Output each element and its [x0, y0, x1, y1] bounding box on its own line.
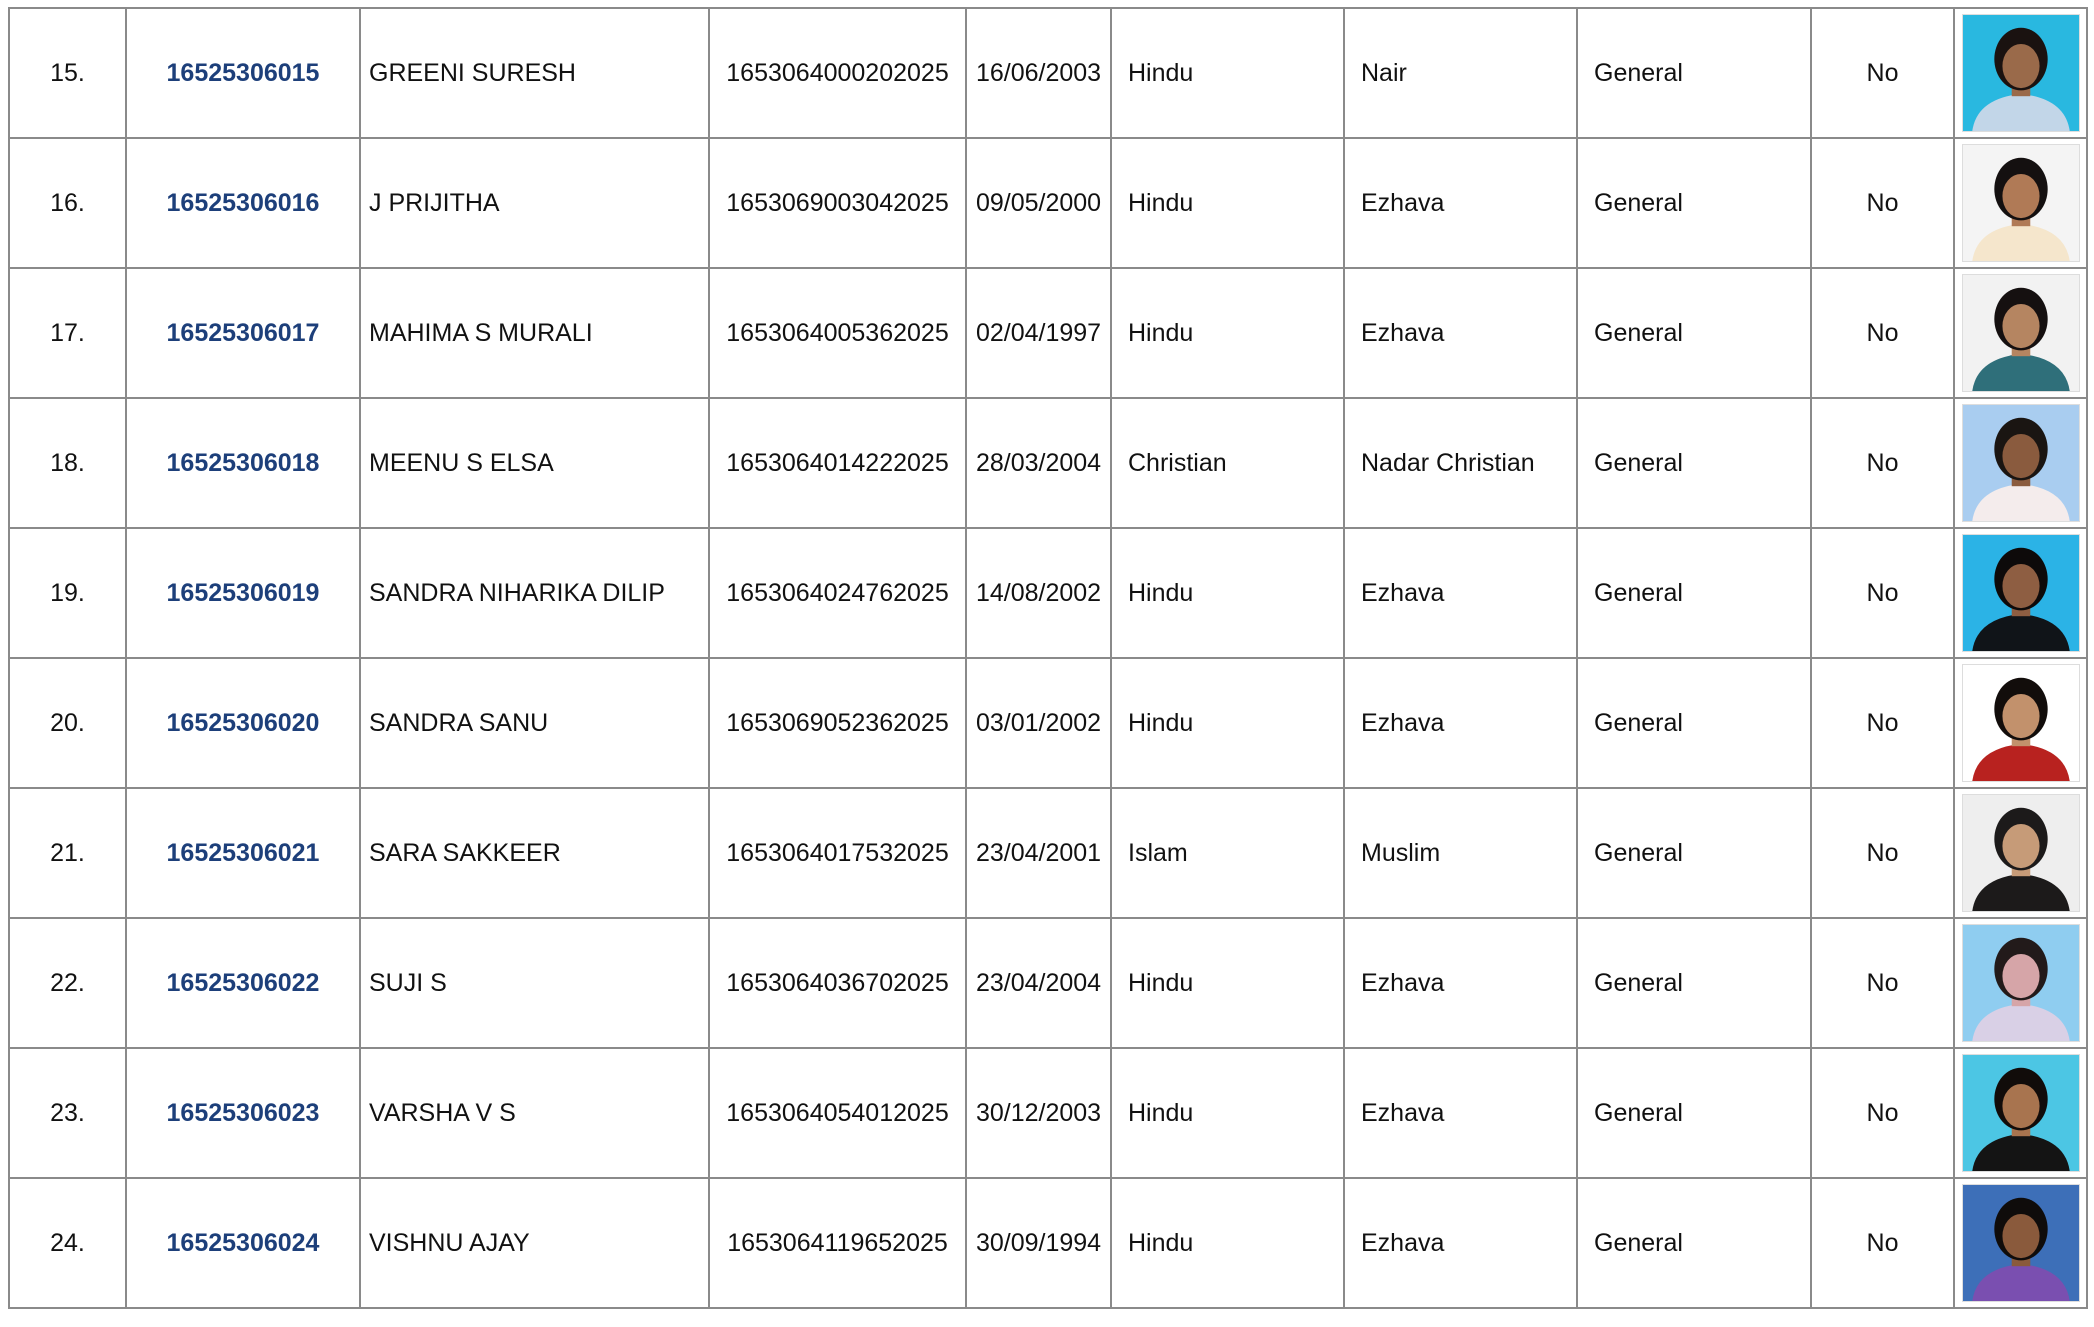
application-number-cell: 1653069003042025 — [709, 138, 966, 268]
photo-cell — [1954, 8, 2087, 138]
caste-cell: Ezhava — [1344, 918, 1577, 1048]
category-cell: General — [1577, 1178, 1811, 1308]
date-of-birth-cell: 28/03/2004 — [966, 398, 1111, 528]
photo-cell — [1954, 138, 2087, 268]
serial-number-cell: 18. — [9, 398, 126, 528]
religion-cell: Hindu — [1111, 1048, 1344, 1178]
category-cell: General — [1577, 788, 1811, 918]
pwd-status-cell: No — [1811, 658, 1954, 788]
religion-cell: Hindu — [1111, 918, 1344, 1048]
date-of-birth-cell: 30/09/1994 — [966, 1178, 1111, 1308]
photo-cell — [1954, 658, 2087, 788]
candidate-name-cell: J PRIJITHA — [360, 138, 709, 268]
candidate-photo — [1962, 794, 2080, 912]
candidate-photo — [1962, 14, 2080, 132]
serial-number-cell: 19. — [9, 528, 126, 658]
application-number-cell: 1653064017532025 — [709, 788, 966, 918]
register-number-link[interactable]: 16525306021 — [166, 838, 320, 867]
application-number-cell: 1653069052362025 — [709, 658, 966, 788]
caste-cell: Ezhava — [1344, 138, 1577, 268]
candidate-photo — [1962, 1054, 2080, 1172]
serial-number-cell: 17. — [9, 268, 126, 398]
date-of-birth-cell: 23/04/2004 — [966, 918, 1111, 1048]
category-cell: General — [1577, 8, 1811, 138]
caste-cell: Ezhava — [1344, 528, 1577, 658]
category-cell: General — [1577, 528, 1811, 658]
pwd-status-cell: No — [1811, 528, 1954, 658]
pwd-status-cell: No — [1811, 138, 1954, 268]
table-row — [9, 1048, 2087, 1178]
pwd-status-cell: No — [1811, 398, 1954, 528]
serial-number-cell: 20. — [9, 658, 126, 788]
date-of-birth-cell: 02/04/1997 — [966, 268, 1111, 398]
table-row — [9, 268, 2087, 398]
register-number-link[interactable]: 16525306017 — [166, 318, 320, 347]
candidate-photo — [1962, 144, 2080, 262]
register-number-link[interactable]: 16525306023 — [166, 1098, 320, 1127]
religion-cell: Hindu — [1111, 1178, 1344, 1308]
table-row — [9, 528, 2087, 658]
register-number-cell — [126, 8, 360, 138]
category-cell: General — [1577, 1048, 1811, 1178]
register-number-link[interactable]: 16525306018 — [166, 448, 320, 477]
category-cell: General — [1577, 138, 1811, 268]
page-cut-edge — [0, 1322, 2094, 1327]
register-number-cell — [126, 268, 360, 398]
register-number-cell — [126, 528, 360, 658]
caste-cell: Ezhava — [1344, 268, 1577, 398]
application-number-cell: 1653064005362025 — [709, 268, 966, 398]
application-number-cell: 1653064054012025 — [709, 1048, 966, 1178]
religion-cell: Hindu — [1111, 658, 1344, 788]
application-number-cell: 1653064000202025 — [709, 8, 966, 138]
serial-number-cell: 21. — [9, 788, 126, 918]
category-cell: General — [1577, 658, 1811, 788]
table-row — [9, 658, 2087, 788]
candidate-photo — [1962, 664, 2080, 782]
religion-cell: Hindu — [1111, 268, 1344, 398]
candidate-photo — [1962, 404, 2080, 522]
caste-cell: Ezhava — [1344, 658, 1577, 788]
religion-cell: Hindu — [1111, 8, 1344, 138]
date-of-birth-cell: 09/05/2000 — [966, 138, 1111, 268]
photo-cell — [1954, 398, 2087, 528]
register-number-cell — [126, 1048, 360, 1178]
register-number-link[interactable]: 16525306022 — [166, 968, 320, 997]
serial-number-cell: 15. — [9, 8, 126, 138]
candidate-name-cell: MEENU S ELSA — [360, 398, 709, 528]
table-row — [9, 788, 2087, 918]
table-body — [9, 8, 2087, 1308]
application-number-cell: 1653064024762025 — [709, 528, 966, 658]
candidate-name-cell: SANDRA NIHARIKA DILIP — [360, 528, 709, 658]
religion-cell: Hindu — [1111, 138, 1344, 268]
category-cell: General — [1577, 918, 1811, 1048]
photo-cell — [1954, 268, 2087, 398]
application-number-cell: 1653064036702025 — [709, 918, 966, 1048]
candidate-name-cell: MAHIMA S MURALI — [360, 268, 709, 398]
application-number-cell: 1653064014222025 — [709, 398, 966, 528]
register-number-link[interactable]: 16525306024 — [166, 1228, 320, 1257]
date-of-birth-cell: 30/12/2003 — [966, 1048, 1111, 1178]
serial-number-cell: 23. — [9, 1048, 126, 1178]
register-number-link[interactable]: 16525306016 — [166, 188, 320, 217]
photo-cell — [1954, 918, 2087, 1048]
pwd-status-cell: No — [1811, 918, 1954, 1048]
caste-cell: Nadar Christian — [1344, 398, 1577, 528]
date-of-birth-cell: 23/04/2001 — [966, 788, 1111, 918]
serial-number-cell: 16. — [9, 138, 126, 268]
candidate-name-cell: SANDRA SANU — [360, 658, 709, 788]
caste-cell: Muslim — [1344, 788, 1577, 918]
serial-number-cell: 22. — [9, 918, 126, 1048]
candidate-name-cell: GREENI SURESH — [360, 8, 709, 138]
candidate-photo — [1962, 274, 2080, 392]
date-of-birth-cell: 16/06/2003 — [966, 8, 1111, 138]
photo-cell — [1954, 788, 2087, 918]
photo-cell — [1954, 528, 2087, 658]
register-number-link[interactable]: 16525306019 — [166, 578, 320, 607]
religion-cell: Islam — [1111, 788, 1344, 918]
register-number-cell — [126, 398, 360, 528]
table-row — [9, 138, 2087, 268]
religion-cell: Christian — [1111, 398, 1344, 528]
religion-cell: Hindu — [1111, 528, 1344, 658]
candidate-photo — [1962, 924, 2080, 1042]
register-number-cell — [126, 1178, 360, 1308]
candidate-name-cell: SUJI S — [360, 918, 709, 1048]
candidate-photo — [1962, 1184, 2080, 1302]
table-row — [9, 8, 2087, 138]
pwd-status-cell: No — [1811, 1048, 1954, 1178]
register-number-link[interactable]: 16525306020 — [166, 708, 320, 737]
caste-cell: Ezhava — [1344, 1048, 1577, 1178]
table-row — [9, 398, 2087, 528]
register-number-link[interactable]: 16525306015 — [166, 58, 320, 87]
table-row — [9, 918, 2087, 1048]
register-number-cell — [126, 658, 360, 788]
photo-cell — [1954, 1178, 2087, 1308]
candidate-photo — [1962, 534, 2080, 652]
photo-cell — [1954, 1048, 2087, 1178]
pwd-status-cell: No — [1811, 1178, 1954, 1308]
pwd-status-cell: No — [1811, 268, 1954, 398]
candidate-name-cell: VARSHA V S — [360, 1048, 709, 1178]
selection-list-table — [8, 7, 2088, 1309]
register-number-cell — [126, 138, 360, 268]
register-number-cell — [126, 788, 360, 918]
table-row — [9, 1178, 2087, 1308]
caste-cell: Nair — [1344, 8, 1577, 138]
pwd-status-cell: No — [1811, 788, 1954, 918]
date-of-birth-cell: 14/08/2002 — [966, 528, 1111, 658]
date-of-birth-cell: 03/01/2002 — [966, 658, 1111, 788]
category-cell: General — [1577, 398, 1811, 528]
candidate-name-cell: SARA SAKKEER — [360, 788, 709, 918]
caste-cell: Ezhava — [1344, 1178, 1577, 1308]
application-number-cell: 1653064119652025 — [709, 1178, 966, 1308]
pwd-status-cell: No — [1811, 8, 1954, 138]
register-number-cell — [126, 918, 360, 1048]
serial-number-cell: 24. — [9, 1178, 126, 1308]
candidate-name-cell: VISHNU AJAY — [360, 1178, 709, 1308]
category-cell: General — [1577, 268, 1811, 398]
